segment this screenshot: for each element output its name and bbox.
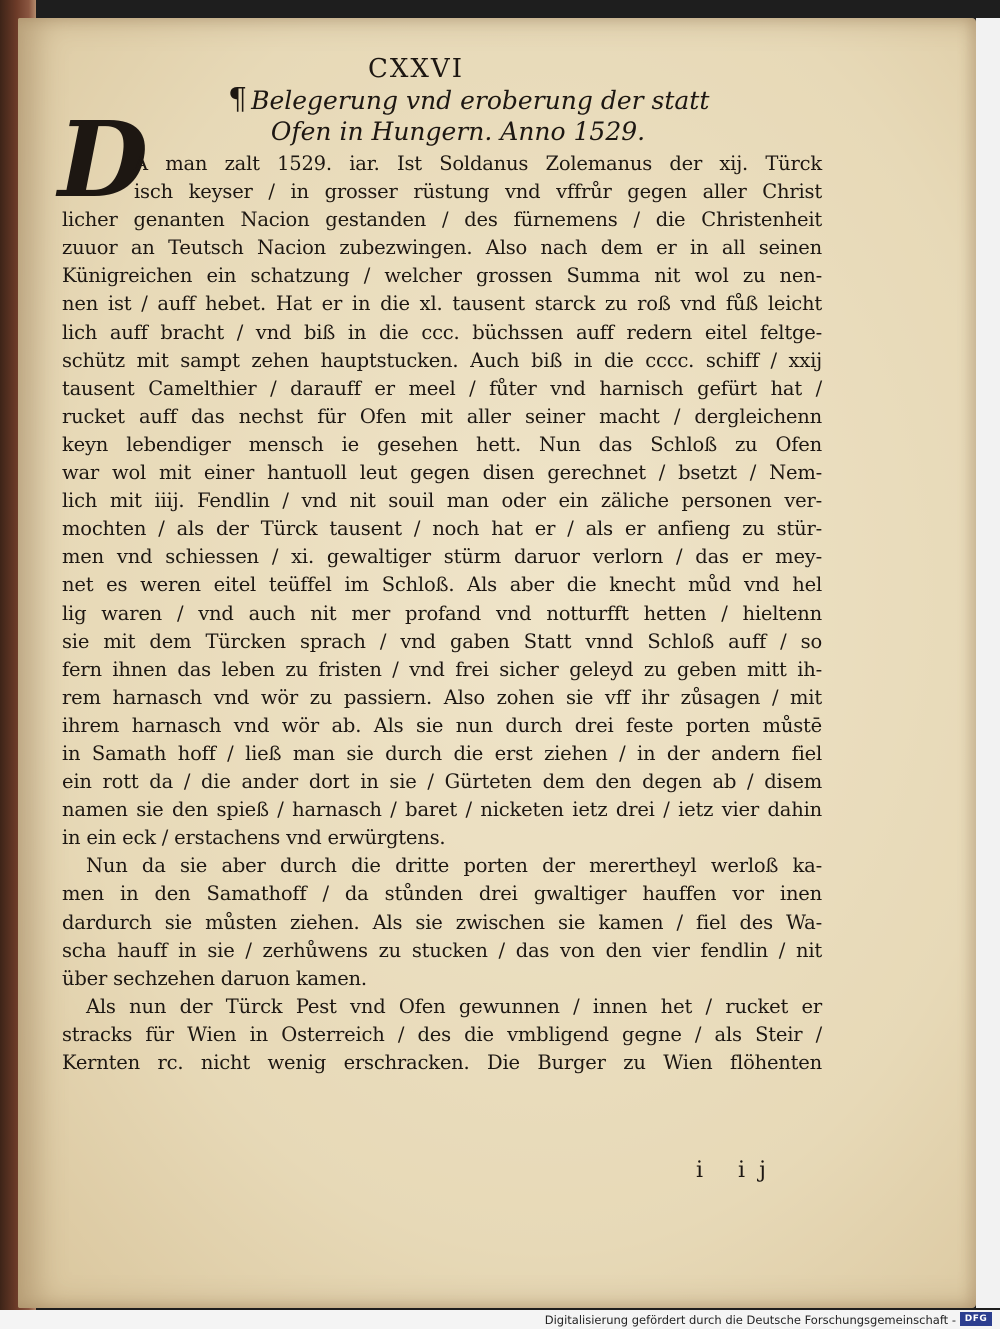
funding-credit: Digitalisierung gefördert durch die Deutsche Forschungsgemeinschaft - [544,1313,956,1327]
text-line: A man zalt 1529. iar. Ist Soldanus Zolemanus der xij. Türck [134,152,822,175]
text-line: nen ist / auff hebet. Hat er in die xl. tausent starck zu roß vnd fůß leicht [62,292,822,316]
text-line: men vnd schiessen / xi. gewaltiger stürm daruor verlorn / das er mey- [62,545,822,569]
text-line: lig waren / vnd auch nit mer profand vnd notturfft hetten / hieltenn [62,601,822,625]
text-line: in Samath hoff / ließ man sie durch die erst ziehen / in der andern fiel [62,741,822,765]
chapter-heading [228,82,710,147]
text-line: scha hauff in sie / zerhůwens zu stucken / das von den vier fendlin / nit [62,938,822,962]
text-line: men in den Samathoff / da stůnden drei gwaltiger hauffen vor inen [62,882,822,906]
text-line: rucket auff das nechst für Ofen mit aller seiner macht / dergleichenn [62,404,822,428]
text-line: war wol mit einer hantuoll leut gegen disen gerechnet / bsetzt / Nem- [62,461,822,485]
text-line: stracks für Wien in Osterreich / des die vmbligend gegne / als Steir / [62,1022,822,1046]
text-line: lich mit iiij. Fendlin / vnd nit souil man oder ein zäliche personen ver- [62,489,822,513]
text-line: sie mit dem Türcken sprach / vnd gaben Statt vnnd Schloß auff / so [62,629,822,653]
text-line: über sechzehen daruon kamen. [62,966,367,990]
text-line: schütz mit sampt zehen hauptstucken. Auch biß in die cccc. schiff / xxij [62,348,822,372]
heading-line-2: Ofen in Hungern. Anno 1529. [270,117,646,146]
text-line: Kernten rc. nicht wenig erschracken. Die Burger zu Wien flöhenten [62,1051,822,1074]
text-line: in ein eck / erstachens vnd erwürgtens. [62,826,446,850]
text-line: keyn lebendiger mensch ie gesehen hett. Nun das Schloß zu Ofen [62,432,822,456]
dfg-logo: DFG [960,1312,992,1326]
text-line: lich auff bracht / vnd biß in die ccc. büchssen auff redern eitel feltge- [62,320,822,344]
text-line: licher genanten Nacion gestanden / des fürnemens / die Christenheit [62,208,822,232]
text-line: ein rott da / die ander dort in sie / Gürteten dem den degen ab / disem [62,770,822,794]
text-line: tausent Camelthier / darauff er meel / fůter vnd harnisch gefürt hat / [62,376,822,400]
heading-text-1: Belegerung vnd eroberung der statt [251,86,710,115]
drop-cap-initial: D [58,98,149,221]
text-line: ihrem harnasch vnd wör ab. Als sie nun durch drei feste porten můstē [62,713,822,737]
text-line: namen sie den spieß / harnasch / baret / nicketen ietz drei / ietz vier dahin [62,798,822,822]
text-line: Als nun der Türck Pest vnd Ofen gewunnen / innen het / rucket er [86,994,822,1018]
folio-number: CXXVI [368,54,464,84]
text-line: dardurch sie můsten ziehen. Als sie zwischen sie kamen / fiel des Wa- [62,910,822,934]
text-line: net es weren eitel teüffel im Schloß. Als aber die knecht můd vnd hel [62,573,822,597]
text-line: fern ihnen das leben zu fristen / vnd frei sicher geleyd zu geben mitt ih- [62,657,822,681]
text-line: rem harnasch vnd wör zu passiern. Also zohen sie vff ihr zůsagen / mit [62,685,822,709]
text-line: Nun da sie aber durch die dritte porten der merertheyl werloß ka- [86,854,822,878]
signature-mark: i ij [696,1158,780,1183]
body-text [62,150,822,1077]
heading-line-1 [228,82,710,117]
text-line: zuuor an Teutsch Nacion zubezwingen. Also nach dem er in all seinen [62,236,822,260]
text-line: mochten / als der Türck tausent / noch hat er / als er anfieng zu stür- [62,517,822,541]
text-line: isch keyser / in grosser rüstung vnd vffrůr gegen aller Christ [134,180,822,204]
text-line: Künigreichen ein schatzung / welcher grossen Summa nit wol zu nen- [62,264,822,288]
page-frame [976,18,1000,1308]
pilcrow-icon: ¶ [228,82,248,117]
